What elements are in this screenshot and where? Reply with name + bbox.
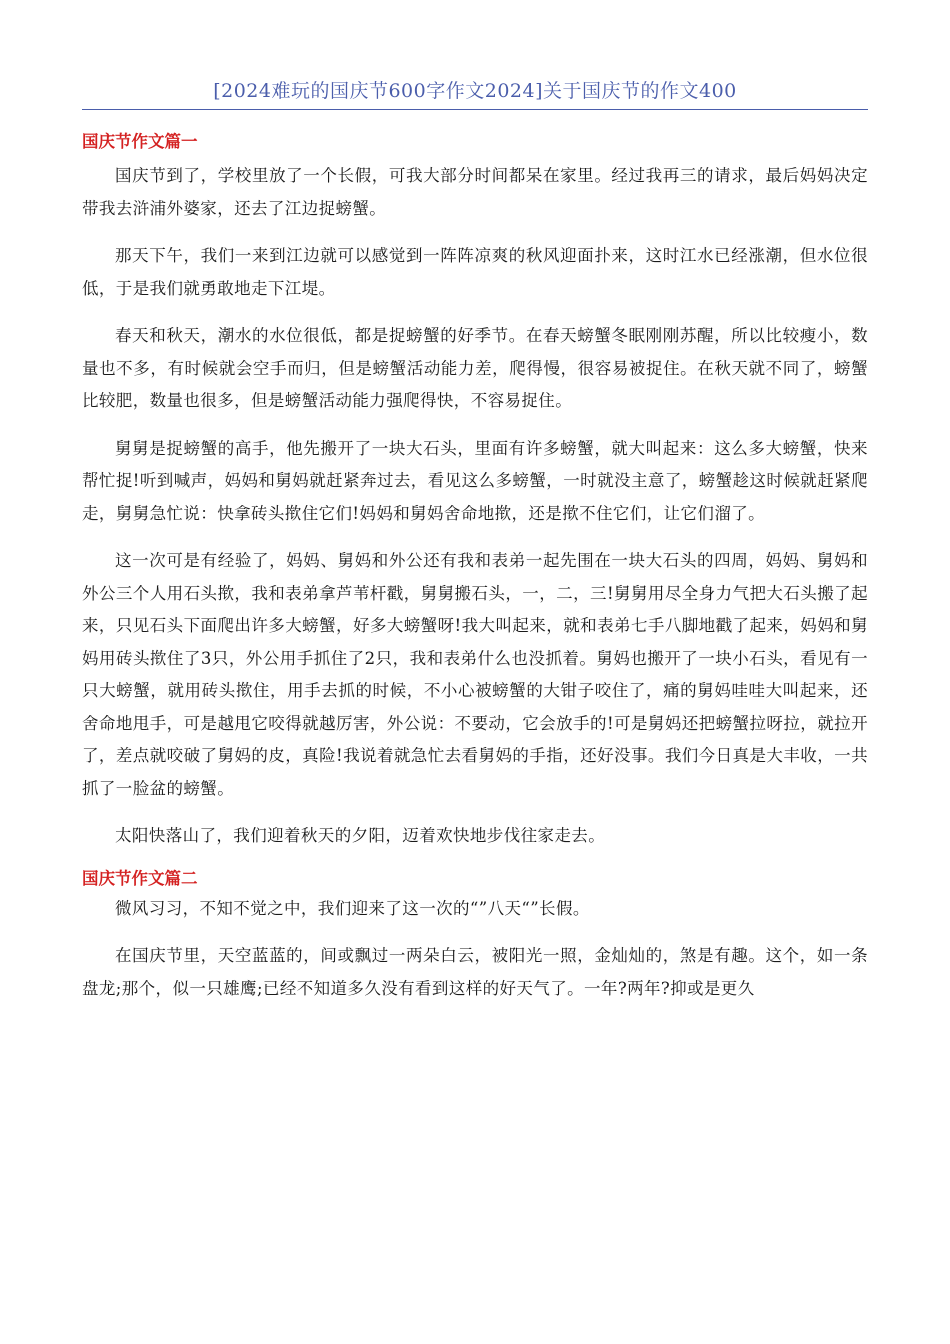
- paragraph: 舅舅是捉螃蟹的高手，他先搬开了一块大石头，里面有许多螃蟹，就大叫起来：这么多大螃蟹，快来帮忙捉!听到喊声，妈妈和舅妈就赶紧奔过去，看见这么多螃蟹，一时就没主意了，螃蟹趁这时候就赶紧爬走，舅舅急忙说：快拿砖头揿住它们!妈妈和舅妈舍命地揿，还是揿不住它们，让它们溜了。: [82, 438, 868, 523]
- paragraph: 那天下午，我们一来到江边就可以感觉到一阵阵凉爽的秋风迎面扑来，这时江水已经涨潮，但水位很低，于是我们就勇敢地走下江堤。: [82, 246, 868, 298]
- section-heading: 国庆节作文篇二: [82, 868, 198, 888]
- paragraph: 国庆节到了，学校里放了一个长假，可我大部分时间都呆在家里。经过我再三的请求，最后妈妈决定带我去浒浦外婆家，还去了江边捉螃蟹。: [82, 166, 868, 218]
- document-page: [82, 78, 868, 1005]
- section-2: [82, 867, 868, 1006]
- paragraph: 在国庆节里，天空蓝蓝的，间或飘过一两朵白云，被阳光一照，金灿灿的，煞是有趣。这个，如一条盘龙;那个，似一只雄鹰;已经不知道多久没有看到这样的好天气了。一年?两年?抑或是更久: [82, 946, 868, 998]
- section-heading: 国庆节作文篇一: [82, 132, 198, 151]
- section-1: [82, 130, 868, 853]
- paragraph: 这一次可是有经验了，妈妈、舅妈和外公还有我和表弟一起先围在一块大石头的四周，妈妈、舅妈和外公三个人用石头揿，我和表弟拿芦苇杆戳，舅舅搬石头，一，二，三!舅舅用尽全身力气把大石头搬了起来，只见石头下面爬出许多大螃蟹，好多大螃蟹呀!我大叫起来，就和表弟七手八脚地戳了起来，妈妈和舅妈用砖头揿住了3只，外公用手抓住了2只，我和表弟什么也没抓着。舅妈也搬开了一块小石头，看见有一只大螃蟹，就用砖头揿住，用手去抓的时候，不小心被螃蟹的大钳子咬住了，痛的舅妈哇哇大叫起来，还舍命地甩手，可是越甩它咬得就越厉害，外公说：不要动，它会放手的!可是舅妈还把螃蟹拉呀拉，就拉开了，差点就咬破了舅妈的皮，真险!我说着就急忙去看舅妈的手指，还好没事。我们今日真是大丰收，一共抓了一脸盆的螃蟹。: [82, 551, 868, 798]
- paragraph: 微风习习，不知不觉之中，我们迎来了这一次的“”八天“”长假。: [115, 898, 590, 918]
- paragraph: 太阳快落山了，我们迎着秋天的夕阳，迈着欢快地步伐往家走去。: [115, 826, 606, 845]
- paragraph: 春天和秋天，潮水的水位很低，都是捉螃蟹的好季节。在春天螃蟹冬眠刚刚苏醒，所以比较瘦小，数量也不多，有时候就会空手而归，但是螃蟹活动能力差，爬得慢，很容易被捉住。在秋天就不同了，螃蟹比较肥，数量也很多，但是螃蟹活动能力强爬得快，不容易捉住。: [82, 326, 868, 410]
- document-header: [2024难玩的国庆节600字作文2024]关于国庆节的作文400: [82, 78, 868, 110]
